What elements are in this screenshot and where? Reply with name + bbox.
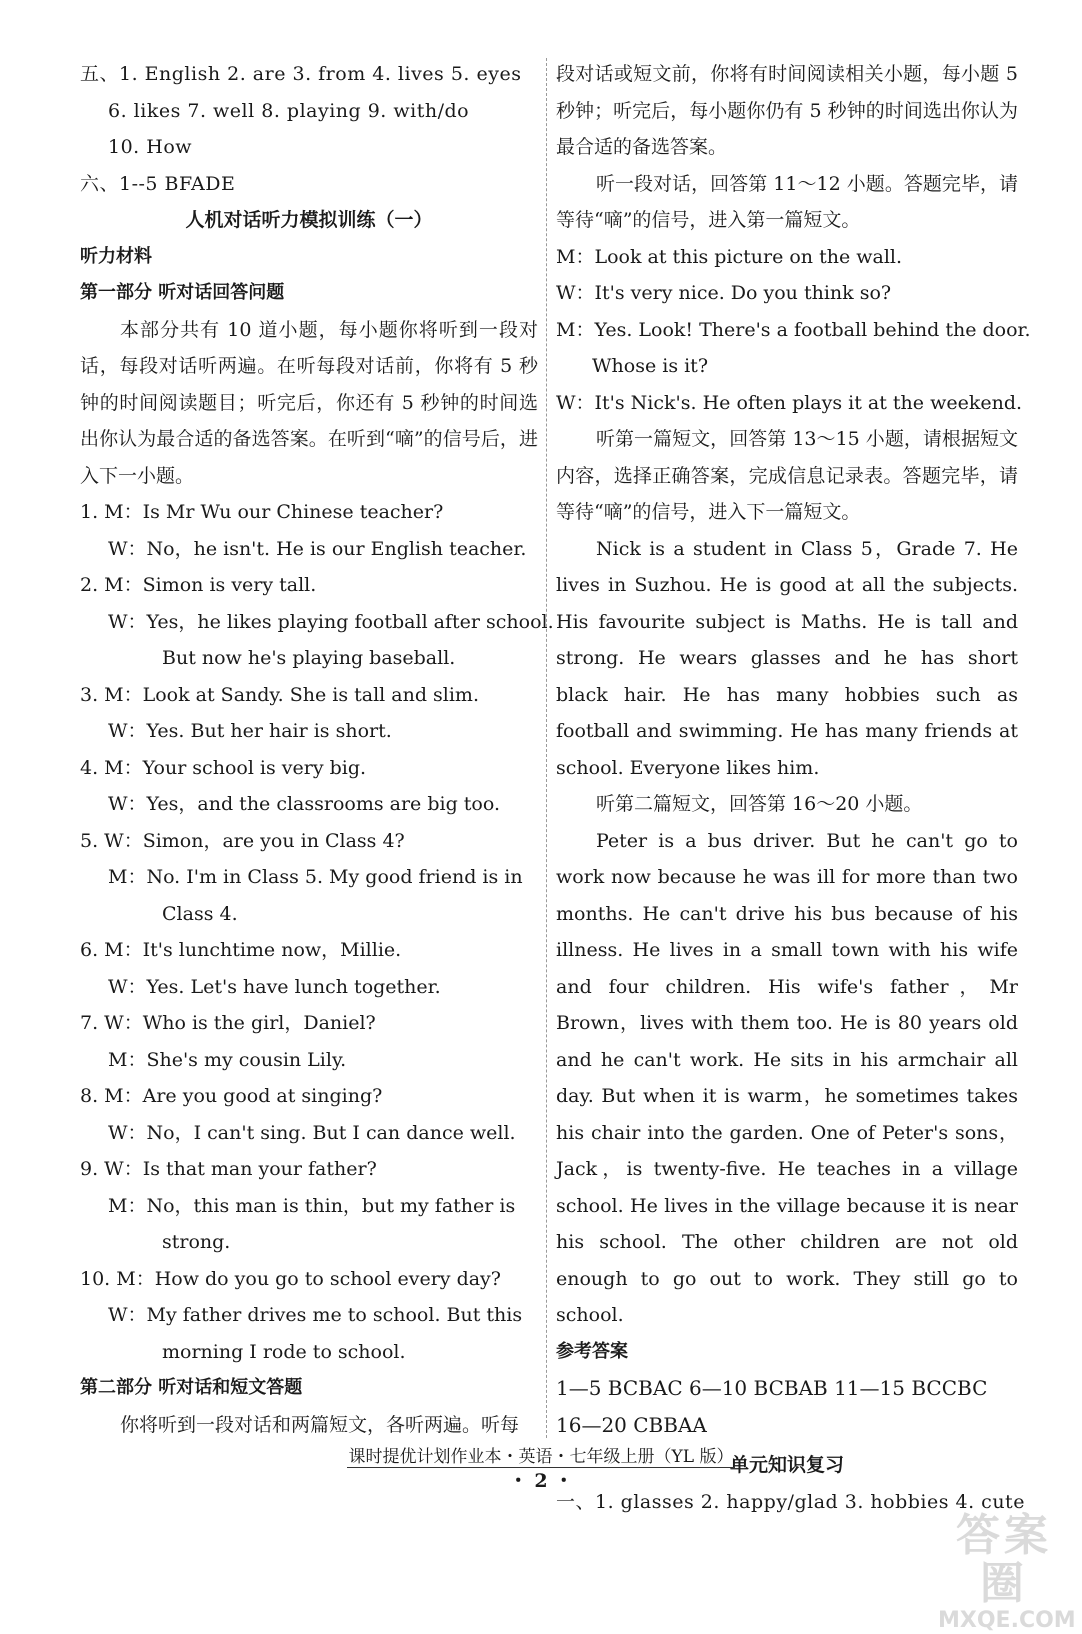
dialogue-line: M：Yes. Look! There's a football behind the door. [556, 318, 1031, 341]
dialogue-item [80, 823, 538, 933]
part2-intro: 你将听到一段对话和两篇短文，各听两遍。听每 [120, 1413, 520, 1436]
book-title-footer [0, 1442, 1082, 1467]
book-title: 课时提优计划作业本・英语・七年级上册（YL 版） [348, 1447, 734, 1467]
section5-answers-line2: 6. likes 7. well 8. playing 9. with/do [108, 99, 470, 122]
dialogue-line-cont: Whose is it? [592, 355, 709, 377]
part2-heading: 第二部分 听对话和短文答题 [80, 1377, 303, 1398]
dialogue-item [80, 1005, 538, 1078]
page-number: ・ 2 ・ [508, 1470, 574, 1492]
dialogue-answer: M：No. I'm in Class 5. My good friend is in [108, 866, 523, 888]
dialogue-item [80, 494, 538, 567]
dialogue-question: 10. M：How do you go to school every day? [80, 1267, 501, 1290]
passage2-text: Peter is a bus driver. But he can't go to work now because he was ill for more than two months. He can't drive his bus because of his illness. He lives in a small town with his wife and four children. His wife's father，Mr Brown，lives with them too. He is 80 years old and he can't work. He sits in his armchair all day. But when it is warm，he sometimes takes his chair into the garden. One of Peter's sons，Jack，is twenty-five. He teaches in a village school. He lives in the village because it is near his school. The other children are not old enough to go out to work. They still go to school. [556, 829, 1018, 1326]
dialogue-question: 5. W：Simon，are you in Class 4? [80, 829, 405, 852]
unit-review-line1: 一、1. glasses 2. happy/glad 3. hobbies 4. cute [556, 1490, 1025, 1513]
practice-title: 人机对话听力模拟训练（一） [185, 209, 433, 231]
dialogue-answer-cont: But now he's playing baseball. [162, 647, 456, 669]
dialogue-answer: W：My father drives me to school. But this [108, 1304, 523, 1326]
part2-intro-continued: 段对话或短文前，你将有时间阅读相关小题，每小题 5 秒钟；听完后，每小题你仍有 5 秒钟的时间选出你认为最合适的备选答案。 [556, 63, 1018, 158]
section5-answers-line1: 五、1. English 2. are 3. from 4. lives 5. eyes [80, 63, 522, 85]
dialogue-question: 9. W：Is that man your father? [80, 1158, 377, 1180]
dialogue-question: 1. M：Is Mr Wu our Chinese teacher? [80, 501, 444, 523]
watermark-url: MXQE.COM [938, 1608, 1076, 1633]
dialogue-answer: M：She's my cousin Lily. [108, 1048, 347, 1071]
dialogue-answer: W：No，I can't sing. But I can dance well. [108, 1121, 516, 1144]
dialogue-question: 3. M：Look at Sandy. She is tall and slim. [80, 683, 479, 706]
dialogue-answer: W：Yes，and the classrooms are big too. [108, 793, 501, 815]
dialogue-answer: W：Yes. Let's have lunch together. [108, 975, 441, 998]
column-divider [546, 58, 547, 1438]
dialogue-question: 8. M：Are you good at singing? [80, 1085, 383, 1107]
watermark-logo-text: 答案圈 [956, 1510, 1052, 1609]
dialogue-answer: W：No，he isn't. He is our English teacher. [108, 537, 527, 560]
reference-answers-line1: 1—5 BCBAC 6—10 BCBAB 11—15 BCCBC [556, 1376, 988, 1400]
part1-intro: 本部分共有 10 道小题，每小题你将听到一段对话，每段对话听两遍。在听每段对话前，你将有 5 秒钟的时间阅读题目；听完后，你还有 5 秒钟的时间选出你认为最合适的备选答案。在听到“嘀”的信号后，进入下一小题。 [80, 318, 538, 487]
dialogue-answer: W：Yes. But her hair is short. [108, 720, 392, 742]
dialogue-line: W：It's very nice. Do you think so? [556, 282, 892, 304]
dialogue-item [80, 567, 554, 677]
left-column [80, 56, 554, 1443]
section5-answers-line3: 10. How [108, 136, 193, 158]
dialogue-answer-cont: strong. [162, 1231, 231, 1253]
dialogue-item [80, 932, 538, 1005]
watermark-logo [938, 1510, 1076, 1633]
dialogue-instruction: 听一段对话，回答第 11～12 小题。答题完毕，请等待“嘀”的信号，进入第一篇短文。 [556, 172, 1018, 231]
passage1-instruction: 听第一篇短文，回答第 13～15 小题，请根据短文内容，选择正确答案，完成信息记录表。答题完毕，请等待“嘀”的信号，进入下一篇短文。 [556, 428, 1018, 523]
unit-review-title: 单元知识复习 [729, 1454, 844, 1476]
part1-heading: 第一部分 听对话回答问题 [80, 282, 285, 303]
dialogue-item [80, 750, 538, 823]
dialogue-question: 4. M：Your school is very big. [80, 756, 367, 779]
dialogue-question: 7. W：Who is the girl，Daniel? [80, 1012, 376, 1034]
dialogue-item [80, 677, 538, 750]
right-column [556, 56, 1031, 1520]
dialogue-line: W：It's Nick's. He often plays it at the weekend. [556, 391, 1023, 414]
passage1-text: Nick is a student in Class 5，Grade 7. He lives in Suzhou. He is good at all the subjects. His favourite subject is Maths. He is tall and strong. He wears glasses and he has short black hair. He has many hobbies such as football and swimming. He has many friends at school. Everyone likes him. [556, 537, 1018, 779]
dialogue-answer-cont: Class 4. [162, 902, 238, 925]
dialogue-answer-cont: morning I rode to school. [162, 1340, 406, 1363]
dialogue-answer: W：Yes，he likes playing football after school. [108, 610, 554, 633]
dialogue-item [80, 1078, 538, 1151]
reference-answers-heading: 参考答案 [556, 1340, 628, 1362]
dialogue-question: 6. M：It's lunchtime now，Millie. [80, 939, 402, 961]
dialogue-item [80, 1151, 538, 1261]
dialogue-answer: M：No，this man is thin，but my father is [108, 1194, 516, 1217]
listening-material-heading: 听力材料 [80, 245, 152, 267]
dialogue-question: 2. M：Simon is very tall. [80, 574, 317, 596]
dialogue-line: M：Look at this picture on the wall. [556, 245, 903, 268]
passage2-instruction: 听第二篇短文，回答第 16～20 小题。 [596, 793, 923, 815]
reference-answers-line2: 16—20 CBBAA [556, 1412, 707, 1437]
dialogue-item [80, 1261, 538, 1371]
section6-answers: 六、1--5 BFADE [80, 172, 236, 195]
